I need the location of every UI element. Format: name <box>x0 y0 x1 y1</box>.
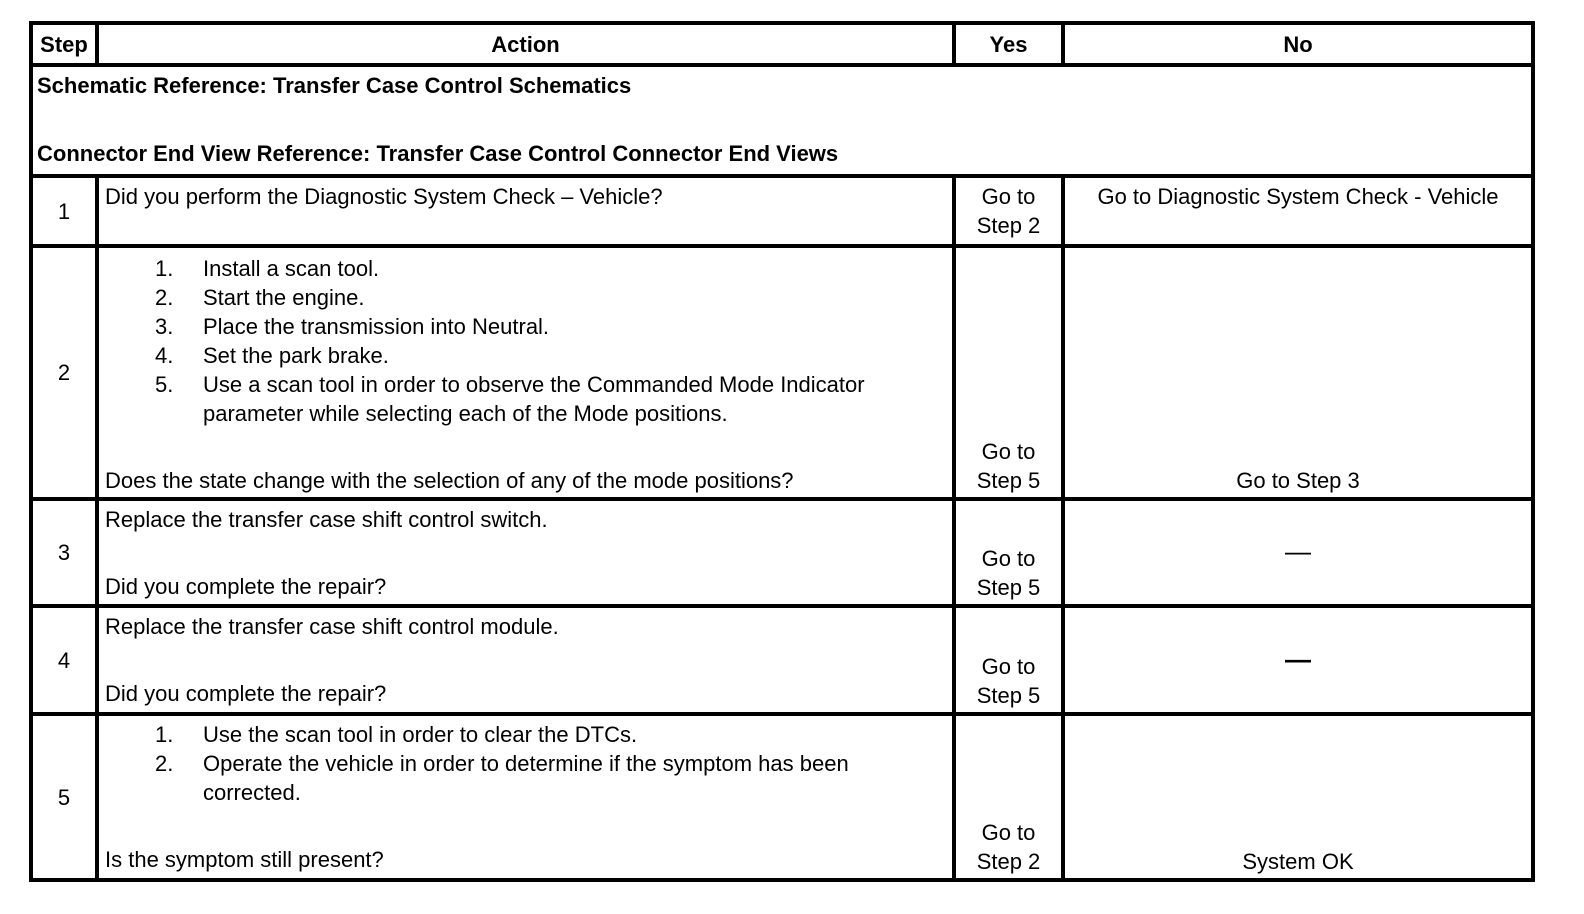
yes-cell <box>954 606 1063 714</box>
yes-cell <box>954 714 1063 880</box>
question-text: Did you perform the Diagnostic System Check – Vehicle? <box>105 184 663 209</box>
header-row <box>31 23 1533 65</box>
table-row <box>31 176 1533 246</box>
procedure-list <box>105 254 946 428</box>
table-row <box>31 606 1533 714</box>
yes-line: Go to <box>981 439 1036 464</box>
header-yes: Yes <box>954 23 1063 65</box>
yes-cell <box>954 176 1063 246</box>
step-number: 2 <box>31 246 97 499</box>
yes-line: Go to <box>981 654 1036 679</box>
instruction-text: Replace the transfer case shift control switch. <box>105 507 548 532</box>
no-cell: — <box>1063 606 1533 714</box>
yes-line: Go to <box>981 546 1036 571</box>
connector-reference: Connector End View Reference: Transfer Case Control Connector End Views <box>37 141 839 166</box>
list-item: 1. Install a scan tool. <box>155 256 380 281</box>
yes-line: Step 5 <box>976 468 1041 493</box>
step-number: 1 <box>31 176 97 246</box>
action-cell <box>97 176 954 246</box>
table-row <box>31 499 1533 606</box>
procedure-list <box>105 720 946 807</box>
list-item: 5. Use a scan tool in order to observe the Commanded Mode Indicator parameter while selecting each of the Mode positions. <box>155 372 865 426</box>
list-item: 3. Place the transmission into Neutral. <box>155 314 550 339</box>
reference-cell <box>31 65 1533 176</box>
no-cell: — <box>1063 499 1533 606</box>
action-cell <box>97 606 954 714</box>
question-text: Is the symptom still present? <box>105 847 384 872</box>
yes-cell <box>954 499 1063 606</box>
diagnostic-table <box>29 21 1535 882</box>
yes-line: Step 2 <box>976 849 1041 874</box>
reference-row <box>31 65 1533 176</box>
step-number: 5 <box>31 714 97 880</box>
table-row <box>31 246 1533 499</box>
instruction-text: Replace the transfer case shift control module. <box>105 614 559 639</box>
action-cell <box>97 714 954 880</box>
list-item: 1. Use the scan tool in order to clear the DTCs. <box>155 722 638 747</box>
schematic-reference: Schematic Reference: Transfer Case Control Schematics <box>37 73 632 98</box>
header-action: Action <box>97 23 954 65</box>
yes-line: Step 5 <box>976 683 1041 708</box>
action-cell <box>97 246 954 499</box>
yes-line: Step 2 <box>976 213 1041 238</box>
list-item: 2. Operate the vehicle in order to determine if the symptom has been corrected. <box>155 751 849 805</box>
no-cell: System OK <box>1063 714 1533 880</box>
yes-line: Step 5 <box>976 575 1041 600</box>
list-item: 2. Start the engine. <box>155 285 365 310</box>
step-number: 4 <box>31 606 97 714</box>
no-cell: Go to Diagnostic System Check - Vehicle <box>1063 176 1533 246</box>
table-row <box>31 714 1533 880</box>
step-number: 3 <box>31 499 97 606</box>
yes-line: Go to <box>981 184 1036 209</box>
yes-cell <box>954 246 1063 499</box>
no-cell: Go to Step 3 <box>1063 246 1533 499</box>
question-text: Did you complete the repair? <box>105 681 387 706</box>
question-text: Did you complete the repair? <box>105 574 387 599</box>
yes-line: Go to <box>981 820 1036 845</box>
list-item: 4. Set the park brake. <box>155 343 389 368</box>
action-cell <box>97 499 954 606</box>
header-no: No <box>1063 23 1533 65</box>
header-step: Step <box>31 23 97 65</box>
question-text: Does the state change with the selection of any of the mode positions? <box>105 468 794 493</box>
